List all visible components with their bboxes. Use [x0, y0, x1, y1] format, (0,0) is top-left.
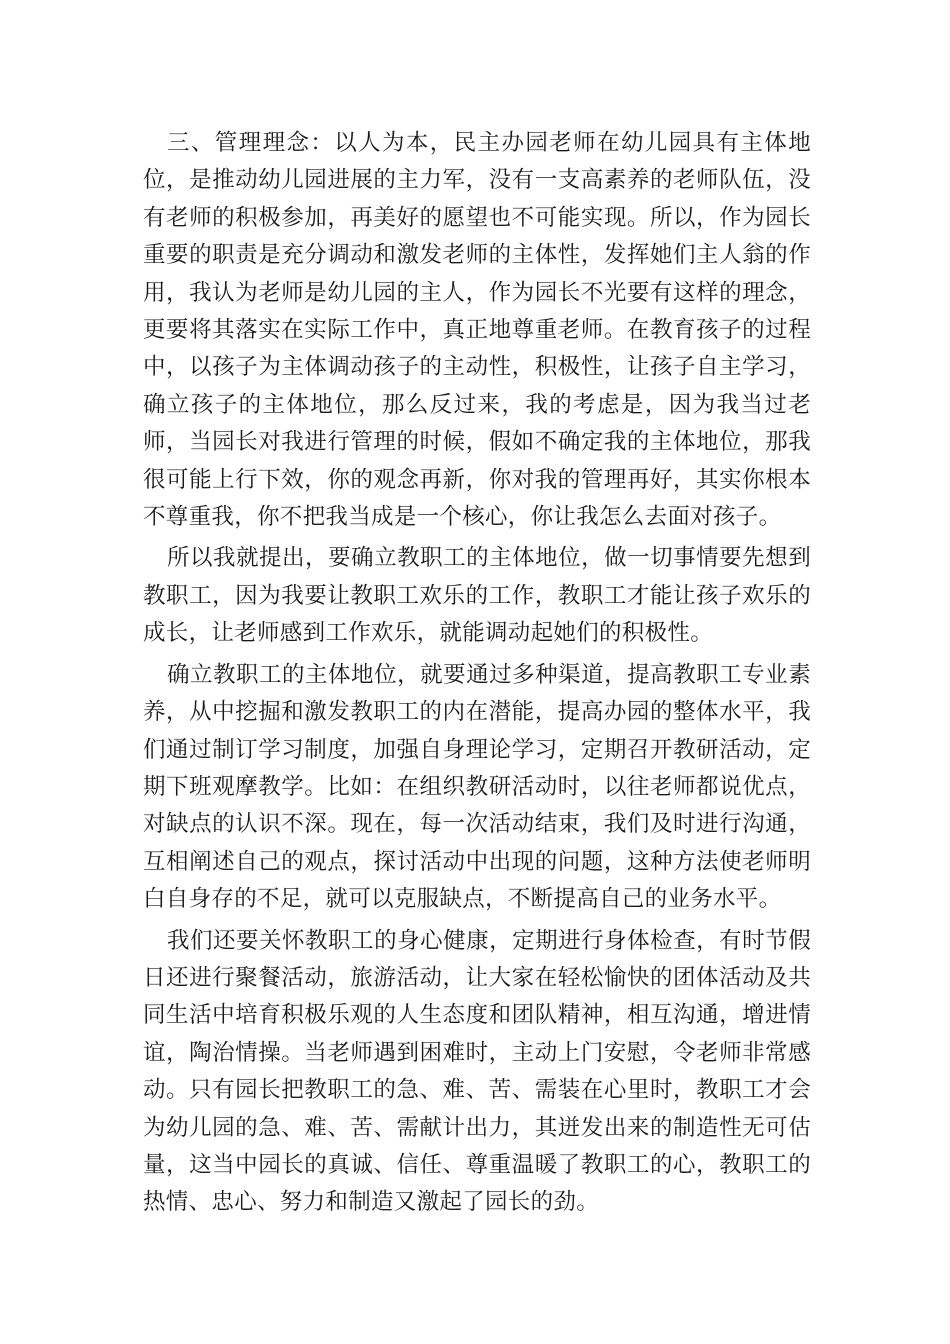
paragraph-staff-wellbeing: 我们还要关怀教职工的身心健康，定期进行身体检查，有时节假日还进行聚餐活动，旅游活动，让大家在轻松愉快的团体活动及共同生活中培育积极乐观的人生态度和团队精神，相互沟通，增进情谊，陶治情操。当老师遇到困难时，主动上门安慰，令老师非常感动。只有园长把教职工的急、难、苦、需装在心里时，教职工才会为幼儿园的急、难、苦、需献计出力，其迸发出来的制造性无可估量，这当中园长的真诚、信任、尊重温暖了教职工的心，教职工的热情、忠心、努力和制造又激起了园长的劲。 — [143, 927, 811, 1216]
document-body — [143, 125, 811, 1226]
paragraph-professional-development: 确立教职工的主体地位，就要通过多种渠道，提高教职工专业素养，从中挖掘和激发教职工的内在潜能，提高办园的整体水平，我们通过制订学习制度，加强自身理论学习，定期召开教研活动，定期下班观摩教学。比如：在组织教研活动时，以往老师都说优点，对缺点的认识不深。现在，每一次活动结束，我们及时进行沟通，互相阐述自己的观点，探讨活动中出现的问题，这种方法使老师明白自身存的不足，就可以克服缺点，不断提高自己的业务水平。 — [143, 661, 811, 913]
paragraph-staff-subject-status: 所以我就提出，要确立教职工的主体地位，做一切事情要先想到教职工，因为我要让教职工欢乐的工作，教职工才能让孩子欢乐的成长，让老师感到工作欢乐，就能调动起她们的积极性。 — [143, 545, 811, 647]
paragraph-management-philosophy: 三、管理理念：以人为本，民主办园老师在幼儿园具有主体地位，是推动幼儿园进展的主力军，没有一支高素养的老师队伍，没有老师的积极参加，再美好的愿望也不可能实现。所以，作为园长重要的职责是充分调动和激发老师的主体性，发挥她们主人翁的作用，我认为老师是幼儿园的主人，作为园长不光要有这样的理念，更要将其落实在实际工作中，真正地尊重老师。在教育孩子的过程中，以孩子为主体调动孩子的主动性，积极性，让孩子自主学习，确立孩子的主体地位，那么反过来，我的考虑是，因为我当过老师，当园长对我进行管理的时候，假如不确定我的主体地位，那我很可能上行下效，你的观念再新，你对我的管理再好，其实你根本不尊重我，你不把我当成是一个核心，你让我怎么去面对孩子。 — [143, 130, 811, 531]
